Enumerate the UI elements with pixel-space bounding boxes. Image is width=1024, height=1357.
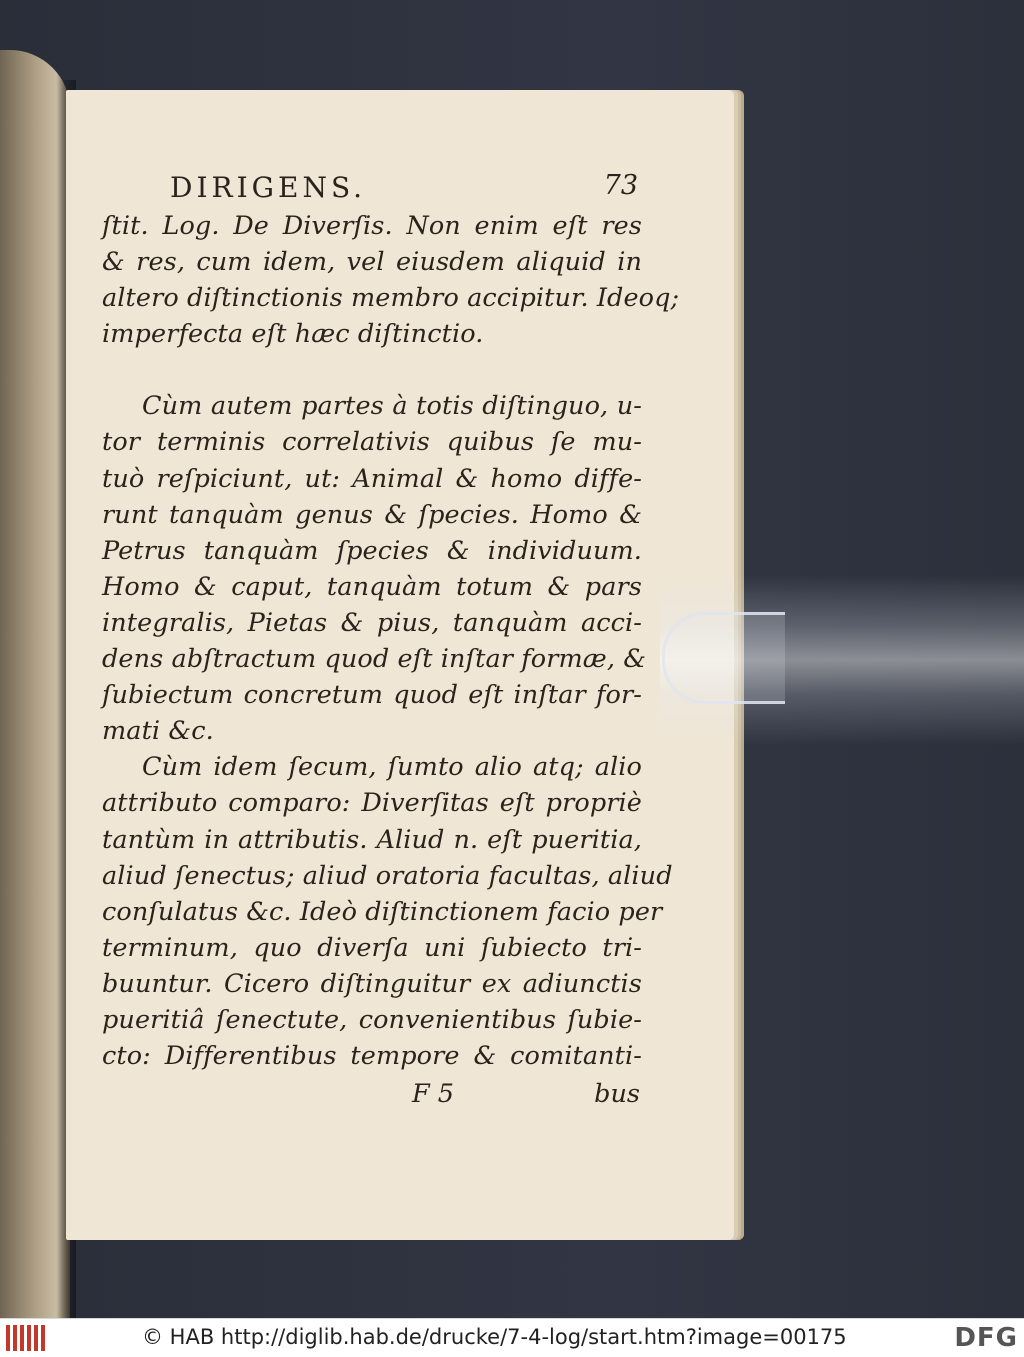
text-line: ſubiectum concretum quod eſt inſtar for- bbox=[102, 680, 642, 711]
paragraph-1 bbox=[102, 208, 680, 352]
text-line: Homo & caput, tanquàm totum & pars bbox=[102, 571, 642, 602]
text-line: buuntur. Cicero diſtinguitur ex adiunctis bbox=[102, 968, 642, 999]
signature-mark: F 5 bbox=[412, 1079, 455, 1110]
text-line: dens abſtractum quod eſt inſtar formæ, & bbox=[102, 644, 647, 675]
text-line: Cùm autem partes à totis diſtinguo, u- bbox=[142, 391, 642, 422]
text-line: tuò reſpiciunt, ut: Animal & homo diffe- bbox=[102, 463, 642, 494]
catchword: bus bbox=[594, 1079, 640, 1110]
dfg-logo: DFG bbox=[954, 1323, 1018, 1353]
text-line: mati &c. bbox=[102, 716, 214, 747]
hab-logo-icon bbox=[6, 1325, 48, 1351]
page-number: 73 bbox=[603, 170, 638, 201]
text-line: tantùm in attributis. Aliud n. eſt pueritia, bbox=[102, 824, 642, 855]
viewer-footer bbox=[0, 1318, 1024, 1357]
text-line: pueritiâ ſenectute, convenientibus ſubie- bbox=[102, 1004, 642, 1035]
text-line: attributo comparo: Diverſitas eſt propriè bbox=[102, 788, 642, 819]
text-line: aliud ſenectus; aliud oratoria facultas, aliud bbox=[102, 860, 673, 891]
text-line: Petrus tanquàm ſpecies & individuum. bbox=[102, 535, 642, 566]
text-line: Cùm idem ſecum, ſumto alio atq; alio bbox=[142, 752, 642, 783]
text-line: integralis, Pietas & pius, tanquàm acci- bbox=[102, 607, 642, 638]
text-line: cto: Differentibus tempore & comitanti- bbox=[102, 1041, 642, 1072]
text-line: altero diſtinctionis membro accipitur. Ideoq; bbox=[102, 283, 680, 314]
page-footer-marks bbox=[102, 1074, 642, 1112]
text-line: & res, cum idem, vel eiusdem aliquid in bbox=[102, 247, 642, 278]
paragraph-3 bbox=[102, 749, 673, 1074]
text-line: runt tanquàm genus & ſpecies. Homo & bbox=[102, 499, 642, 530]
text-line: imperfecta eſt hæc diſtinctio. bbox=[102, 319, 484, 350]
text-line: tor terminis correlativis quibus ſe mu- bbox=[102, 427, 642, 458]
copyright-link[interactable]: © HAB http://diglib.hab.de/drucke/7-4-log/start.htm?image=00175 bbox=[142, 1325, 847, 1349]
paragraph-2 bbox=[102, 388, 647, 749]
page-text bbox=[102, 168, 680, 1112]
page-header bbox=[102, 168, 642, 208]
text-line: ſtit. Log. De Diverſis. Non enim eſt res bbox=[102, 211, 642, 241]
page-holder-clip bbox=[662, 612, 785, 704]
running-head: DIRIGENS. bbox=[170, 171, 367, 204]
text-line: conſulatus &c. Ideò diſtinctionem facio per bbox=[102, 896, 663, 927]
text-line: terminum, quo diverſa uni ſubiecto tri- bbox=[102, 932, 642, 963]
